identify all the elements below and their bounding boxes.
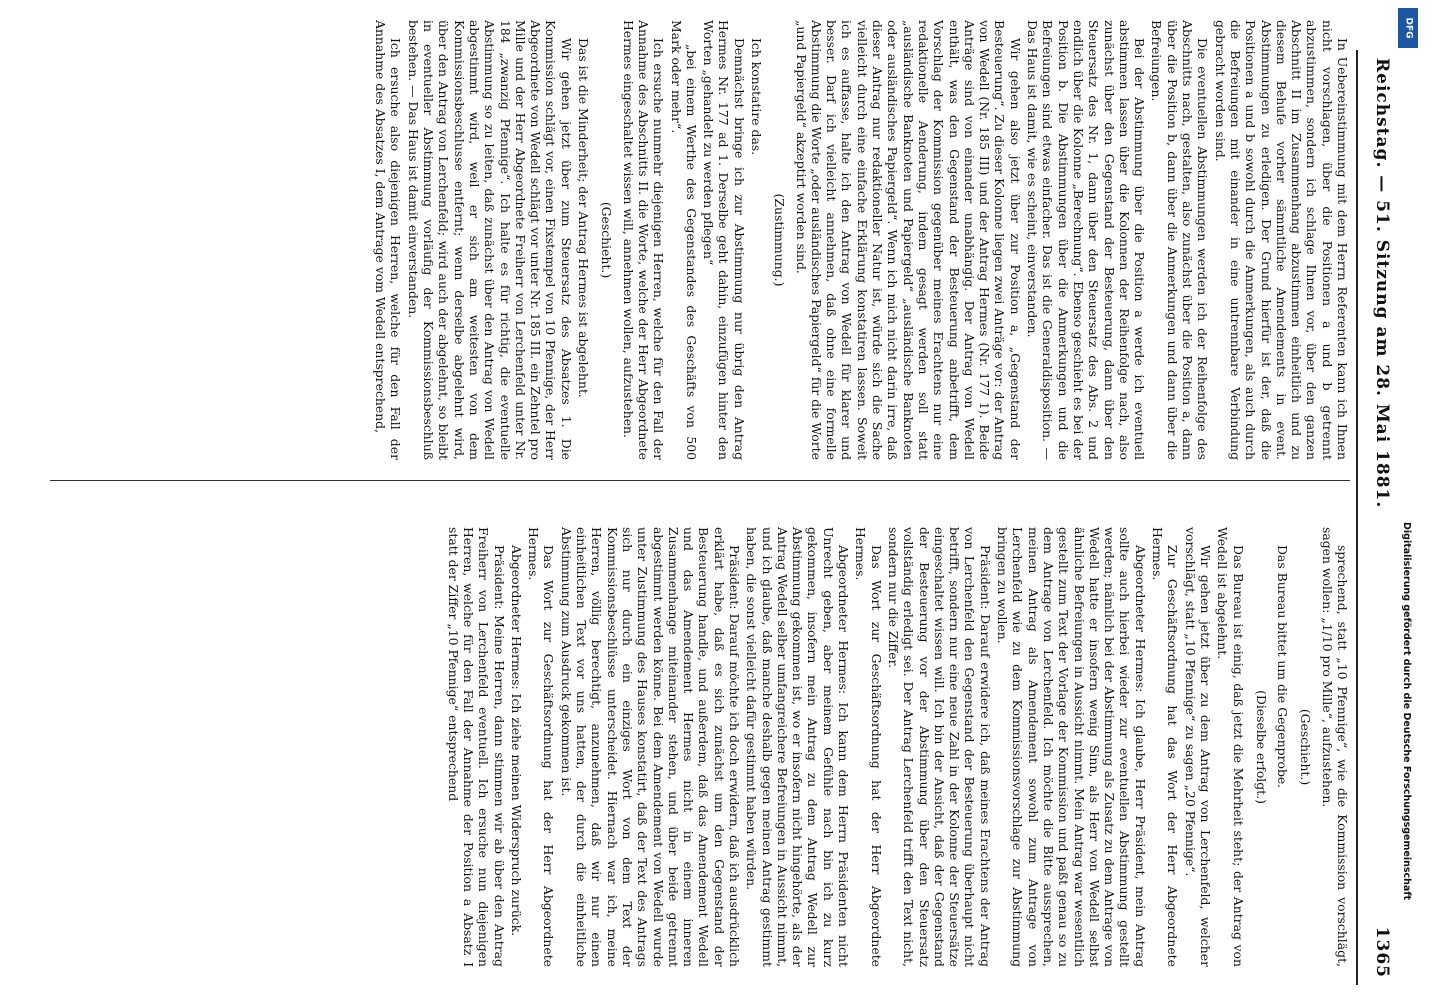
- header-title: Reichstag. — 51. Sitzung am 28. Mai 1881.: [1372, 58, 1392, 509]
- paragraph: Das ist die Minderheit; der Antrag Hermes ist abgelehnt.: [576, 38, 592, 398]
- paragraph: Wir gehen jetzt über zum Steuersatz des Absatzes 1. Die Kommission schlägt vor, einen Fixstempel von 10 Pfennige, der Herr Abgeordnete von Wedell schlägt vor unter Nr. 185 III. ein Zehntel pro Mille und der Herr Abgeordnete Freiherr von Lerchenfeld unter Nr. 184 „zwanzig Pfennige“. Ich halte es für richtig, die eventuelle Abstimmung so zu leiten, daß zunächst über den Antrag von Wedell abgestimmt wird, weil er sich am weitesten von dem Kommissionsbeschlusse entfernt; wenn derselbe abgelehnt wird, über den Antrag von Lerchenfeld; wird auch der abgelehnt, so bleibt in eventueller Abstimmung vorläufig der Kommissionsbeschluß bestehen. — Das Haus ist damit einverstanden.: [405, 20, 574, 460]
- paragraph: Präsident: Darauf möchte ich doch erwidern, daß ich ausdrücklich erklärt habe, daß es sich zunächst um den Gegenstand der Besteuerung handle, und außerdem, daß das Amendement Wedell und das Amendement Hermes nicht in einem inneren Zusammenhange miteinander stehen, und über beide getrennt abgestimmt werden könne. Bei dem Amendement von Wedell wurde unter Zustimmung des Hauses konstatirt, daß der Text des Antrags sich nur durch ein einziges Wort von dem Text der Kommissionsbeschlüsse unterscheidet. Hiernach war ich, meine Herren, völlig berechtigt, anzunehmen, daß wir nur einen einheitlichen Text vor uns hatten, der durch die einheitliche Abstimmung zum Ausdruck gekommen ist.: [558, 527, 743, 967]
- paragraph: Das Bureau ist einig, daß jetzt die Mehrheit steht; der Antrag von Wedell ist abgelehnt.: [1215, 527, 1246, 967]
- stage-direction: (Geschieht.): [599, 201, 615, 279]
- paragraph: sprechend, statt „10 Pfennige“, wie die Kommission vorschlägt, sagen wollen: „1/10 pro Mille“, aufzustehen.: [1319, 527, 1350, 967]
- digitization-credit: [1392, 70, 1422, 900]
- paragraph: Das Wort zur Geschäftsordnung hat der Herr Abgeordnete Hermes.: [526, 527, 557, 967]
- paragraph: Ich ersuche also diejenigen Herren, welche für den Fall der Annahme des Absatzes I, dem Antrage vom Wedell entsprechend,: [373, 20, 404, 460]
- paragraph: Präsident: Darauf erwidere ich, daß meines Erachtens der Antrag von Lerchenfeld den Gegenstand der Besteuerung überhaupt nicht betrifft, sondern nur eine neue Zahl in der Kolonne der Steuersätze eingeschaltet wissen will. Ich bin der Ansicht, daß der Gegenstand der Besteuerung vor der Abstimmung über den Steuersatz vollständig erledigt sei. Der Antrag Lerchenfeld trifft den Text nicht, sondern nur die Ziffer.: [885, 527, 993, 967]
- paragraph: Zur Geschäftsordnung hat das Wort der Herr Abgeordnete Hermes.: [1150, 527, 1181, 967]
- paragraph: Abgeordneter Hermes: Ich kann dem Herrn Präsidenten nicht Unrecht geben, aber meinem Gefühle nach bin ich zu kurz gekommen, insofern mein Antrag zu dem Antrag Wedell zur Abstimmung gekommen ist, wo er insofern nicht hingehörte, als der Antrag Wedell selber umfangreichere Befreiungen in Aussicht nimmt, und ich glaube, daß manche deshalb gegen meinen Antrag gestimmt haben, die sonst vielleicht dafür gestimmt haben würden.: [744, 527, 852, 967]
- paragraph: Abgeordneter Hermes: Ich ziehe meinen Widerspruch zurück.: [508, 545, 524, 937]
- paragraph: In Uebereinstimmung mit dem Herrn Referenten kann ich Ihnen nicht vorschlagen, über die Positionen a und b getrennt abzustimmen, sondern ich schlage Ihnen vor, über den ganzen Abschnitt II im Zusammenhang abzustimmen einheitlich und zu diesem Behufe vorher sämmtliche Amendements in event. Abstimmungen zu erledigen. Der Grund hierfür ist der, daß die Positionen a und b sowohl durch die Anmerkungen, als auch durch die Befreiungen mit einander in eine untrennbare Verbindung gebracht worden sind.: [1212, 20, 1350, 460]
- paragraph: Wir gehen also jetzt über zur Position a, „Gegenstand der Besteuerung“. Zu dieser Kolonne liegen zwei Anträge vor: der Antrag von Wedell (Nr. 185 III) und der Antrag Hermes (Nr. 177 1). Beide Anträge sind von einander unabhängig. Der Antrag von Wedell enthält, was den Gegenstand der Besteuerung anbetrifft, dem Vorschlag der Kommission gegenüber meines Erachtens nur eine redaktionelle Aenderung, indem gesagt werden soll statt „ausländische Banknoten und Papiergeld“ „ausländische Banknoten oder ausländisches Papiergeld“. Wenn ich mich nicht darin irre, daß dieser Antrag nur redaktioneller Natur ist, würde sich die Sache vielleicht durch eine einfache Erklärung konstatiren lassen. Soweit ich es auffasse, halte ich den Antrag von Wedell für klarer und besser. Darf ich vielleicht annehmen, daß ohne eine formelle Abstimmung die Worte „oder ausländisches Papiergeld“ für die Worte „und Papiergeld“ akzeptirt worden sind.: [793, 20, 1023, 460]
- credit-text: Digitalisierung gefördert durch die Deutsche Forschungsgemeinschaft: [1401, 522, 1413, 900]
- paragraph: Das Wort zur Geschäftsordnung hat der Herr Abgeordnete Hermes.: [853, 527, 884, 967]
- dfg-logo: DFG: [1398, 8, 1418, 48]
- paragraph: Präsident: Meine Herren, dann stimmen wir ab über den Antrag Freiherr von Lerchenfeld eventuell. Ich ersuche nun diejenigen Herren, welche für den Fall der Annahme der Position a Absatz I statt der Ziffer „10 Pfennige“ entsprechend: [445, 527, 507, 967]
- paragraph: Ich konstatire das.: [749, 38, 765, 156]
- stage-direction: (Geschieht.): [1298, 708, 1314, 786]
- paragraph: Wir gehen jetzt über zu dem Antrag von Lerchenfeld, welcher vorschlägt, statt „10 Pfennige“ zu sagen „20 Pfennige“.: [1182, 527, 1213, 967]
- page-number: 1365: [1372, 926, 1392, 978]
- column-divider: [50, 480, 1350, 481]
- paragraph: Das Bureau bittet um die Gegenprobe.: [1275, 545, 1291, 789]
- paragraph: Ich ersuche nunmehr diejenigen Herren, welche für den Fall der Annahme des Abschnitts II. die Worte, welche der Herr Abgeordnete Hermes eingeschaltet wissen will, annehmen wollen, aufzustehen.: [620, 20, 667, 460]
- left-column: [50, 20, 1350, 460]
- paragraph: Demnächst bringe ich zur Abstimmung nur übrig den Antrag Hermes Nr. 177 ad 1. Derselbe geht dahin, einzufügen hinter den Worten „gehandelt zu werden pflegen“: [701, 20, 747, 460]
- paragraph: Abgeordneter Hermes: Ich glaube, Herr Präsident, mein Antrag sollte auch hierbei wieder zur eventuellen Abstimmung gestellt werden; nämlich bei der Abstimmung als Zusatz zu dem Antrage von Wedell hatte er insofern wenig Sinn, als Herr von Wedell selbst ähnliche Befreiungen in Aussicht nimmt. Mein Antrag war wesentlich gestellt zum Text der Vorlage der Kommission und paßt genau so zu dem Antrage von Lerchenfeld. Ich möchte die Bitte aussprechen, meinen Antrag als Amendement sowohl zum Antrage von Lerchenfeld wie zu dem Kommissionsvorschlage zur Abstimmung bringen zu wollen.: [995, 527, 1148, 967]
- paragraph: „bei einem Werthe des Gegenstandes des Geschäfts von 500 Mark oder mehr“.: [668, 20, 699, 460]
- stage-direction: (Dieselbe erfolgt.): [1253, 690, 1269, 804]
- paragraph: Die eventuellen Abstimmungen werden ich der Reihenfolge des Abschnitts nach, gestalten, also zunächst über die Position a, dann über die Position b, dann über die Anmerkungen und dann über die Befreiungen.: [1149, 20, 1211, 460]
- right-column: [50, 527, 1350, 967]
- stage-direction: (Zustimmung.): [772, 193, 788, 287]
- paragraph: Bei der Abstimmung über die Position a werde ich eventuell abstimmen lassen über die Kolonnen der Reihenfolge nach, also zunächst über den Gegenstand der Besteuerung, dann über den Steuersatz des Nr. 1, dann über den Steuersatz des Abs. 2 und endlich über die Kolonne „Berechnung“. Ebenso geschieht es bei der Position b. Die Abstimmungen über die Anmerkungen und die Befreiungen sind etwas einfacher. Das ist die Generaldisposition. — Das Haus ist damit, wie es scheint, einverstanden.: [1025, 20, 1148, 460]
- header-rule: [1356, 50, 1358, 985]
